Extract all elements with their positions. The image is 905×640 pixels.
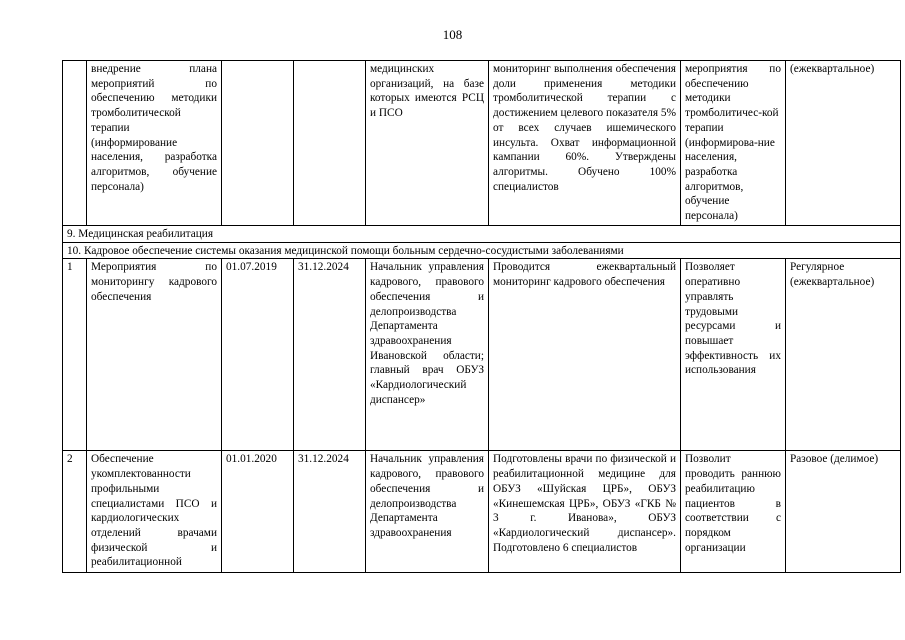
cell-number: 2: [63, 451, 87, 573]
cell-measure: Обеспечение укомплектованности профильными специалистами ПСО и кардиологических отделений врачами физической и реабилитационной: [87, 451, 222, 573]
cell-responsible: медицинских организаций, на базе которых имеются РСЦ и ПСО: [366, 61, 489, 226]
section-title-staffing: 10. Кадровое обеспечение системы оказания медицинской помощи больным сердечно-сосудистыми заболеваниями: [63, 242, 901, 259]
cell-type: Регулярное (ежеквартальное): [786, 259, 901, 451]
cell-number: 1: [63, 259, 87, 451]
cell-start-date: 01.07.2019: [222, 259, 294, 451]
cell-characteristic: Проводится ежеквартальный мониторинг кадрового обеспечения: [489, 259, 681, 451]
page-number: 108: [442, 27, 463, 42]
section-title-rehabilitation: 9. Медицинская реабилитация: [63, 226, 901, 243]
table-row: [63, 451, 901, 573]
cell-start-date: [222, 61, 294, 226]
cell-measure: внедрение плана мероприятий по обеспечению методики тромболитической терапии (информирование населения, разработка алгоритмов, обучение персонала): [87, 61, 222, 226]
cell-responsible: Начальник управления кадрового, правового обеспечения и делопроизводства Департамента здравоохранения: [366, 451, 489, 573]
cell-end-date: 31.12.2024: [294, 259, 366, 451]
cell-number: [63, 61, 87, 226]
cell-result: мероприятия по обеспечению методики тромболитичес-кой терапии (информирова-ние населения, разработка алгоритмов, обучение персонала): [681, 61, 786, 226]
cell-end-date: [294, 61, 366, 226]
cell-type: Разовое (делимое): [786, 451, 901, 573]
cell-characteristic: мониторинг выполнения обеспечения доли применения методики тромболитической терапии с достижением целевого показателя 5% от всех случаев ишемического инсульта. Охват информационной кампании 60%. Утверждены алгоритмы. Обучено 100% специалистов: [489, 61, 681, 226]
table-row: [63, 259, 901, 451]
cell-start-date: 01.01.2020: [222, 451, 294, 573]
table-row: [63, 61, 901, 226]
cell-result: Позволит проводить раннюю реабилитацию пациентов в соответствии с порядком организации: [681, 451, 786, 573]
cell-responsible: Начальник управления кадрового, правового обеспечения и делопроизводства Департамента здравоохранения Ивановской области; главный врач ОБУЗ «Кардиологический диспансер»: [366, 259, 489, 451]
section-row: [63, 226, 901, 243]
cell-measure: Мероприятия по мониторингу кадрового обеспечения: [87, 259, 222, 451]
cell-result: Позволяет оперативно управлять трудовыми ресурсами и повышает эффективность их использования: [681, 259, 786, 451]
measures-table: [62, 60, 901, 573]
cell-characteristic: Подготовлены врачи по физической и реабилитационной медицине для ОБУЗ «Шуйская ЦРБ», ОБУЗ «Кинешемская ЦРБ», ОБУЗ «ГКБ № 3 г. Иванова», ОБУЗ «Кардиологический диспансер». Подготовлено 6 специалистов: [489, 451, 681, 573]
cell-type: (ежеквартальное): [786, 61, 901, 226]
section-row: [63, 242, 901, 259]
cell-end-date: 31.12.2024: [294, 451, 366, 573]
